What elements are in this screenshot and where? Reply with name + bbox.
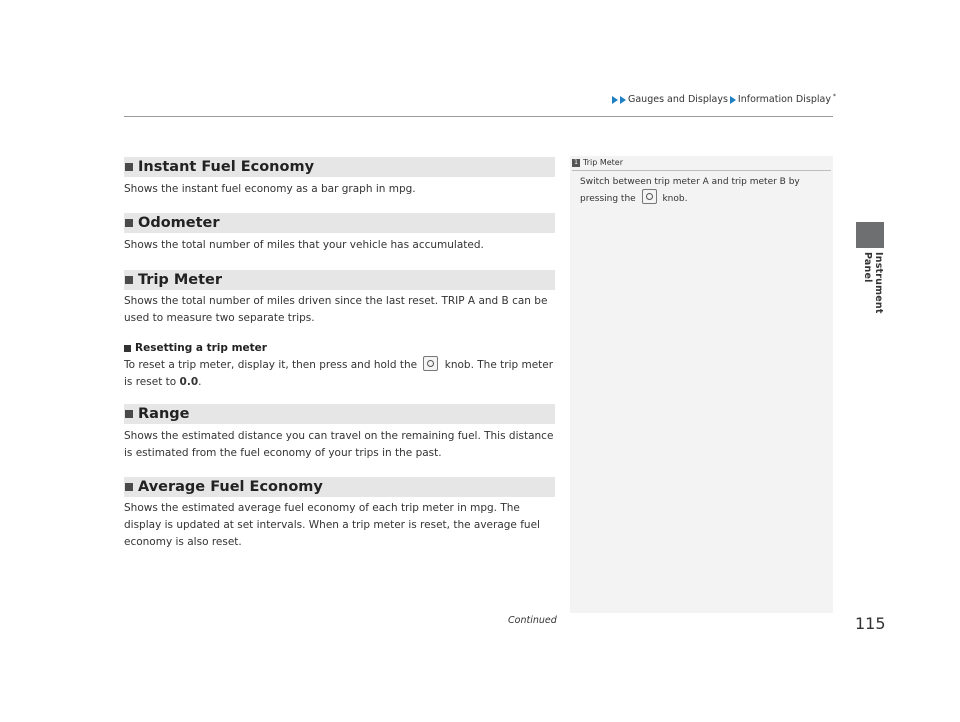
selector-knob-icon	[423, 356, 438, 371]
selector-knob-icon	[642, 189, 657, 204]
arrow-right-icon	[620, 96, 626, 104]
chapter-label: Instrument Panel	[862, 252, 884, 314]
subheading-title: Resetting a trip meter	[135, 342, 267, 354]
continued-label: Continued	[508, 615, 557, 626]
range-text: Shows the estimated distance you can travel on the remaining fuel. This distance is estimated from the fuel economy of your trips in the past.	[124, 430, 554, 459]
heading-square-icon	[125, 219, 133, 227]
heading-square-icon	[125, 410, 133, 418]
heading-square-icon	[125, 483, 133, 491]
breadcrumb-section[interactable]: Gauges and Displays	[628, 94, 728, 105]
arrow-right-icon	[612, 96, 618, 104]
heading-title: Average Fuel Economy	[138, 479, 323, 495]
page-number: 115	[855, 614, 886, 633]
side-note-title	[572, 158, 623, 167]
subheading-resetting-trip-meter	[124, 342, 267, 354]
reset-value: 0.0	[179, 376, 199, 388]
note-title-text: Trip Meter	[583, 158, 624, 167]
section-heading-instant-fuel-economy	[124, 157, 555, 177]
section-heading-range	[124, 404, 555, 424]
odometer-text: Shows the total number of miles that your vehicle has accumulated.	[124, 239, 484, 251]
section-heading-average-fuel-economy	[124, 477, 555, 497]
subheading-square-icon	[124, 345, 131, 352]
heading-square-icon	[125, 163, 133, 171]
breadcrumb-marker: *	[832, 93, 836, 100]
reset-instructions	[124, 356, 555, 391]
heading-title: Instant Fuel Economy	[138, 159, 315, 175]
note-text-end: knob.	[662, 194, 688, 204]
side-note-divider	[572, 170, 831, 171]
trip-meter-text: Shows the total number of miles driven since the last reset. TRIP A and B can be used to measure two separate trips.	[124, 295, 548, 324]
note-number-badge: 1	[572, 159, 580, 167]
reset-text-middle: knob. The trip meter is reset to	[124, 359, 554, 388]
instant-fuel-economy-text: Shows the instant fuel economy as a bar graph in mpg.	[124, 183, 416, 195]
arrow-right-icon	[730, 96, 736, 104]
breadcrumb-page[interactable]: Information Display	[737, 94, 831, 105]
section-heading-odometer	[124, 213, 555, 233]
reset-text-end: .	[198, 376, 202, 388]
section-heading-trip-meter	[124, 270, 555, 290]
breadcrumb	[612, 94, 836, 105]
chapter-tab	[856, 222, 884, 248]
heading-title: Odometer	[138, 215, 220, 231]
header-divider	[124, 116, 833, 117]
heading-title: Range	[138, 406, 190, 422]
average-fuel-economy-text: Shows the estimated average fuel economy of each trip meter in mpg. The display is updated at set intervals. When a trip meter is reset, the average fuel economy is also reset.	[124, 502, 540, 548]
side-note-panel	[570, 156, 833, 613]
heading-square-icon	[125, 276, 133, 284]
reset-text-start: To reset a trip meter, display it, then press and hold the	[124, 359, 418, 371]
heading-title: Trip Meter	[138, 272, 223, 288]
side-note-body	[580, 175, 820, 206]
note-text-start: Switch between trip meter A and trip meter B by pressing the	[580, 177, 800, 204]
